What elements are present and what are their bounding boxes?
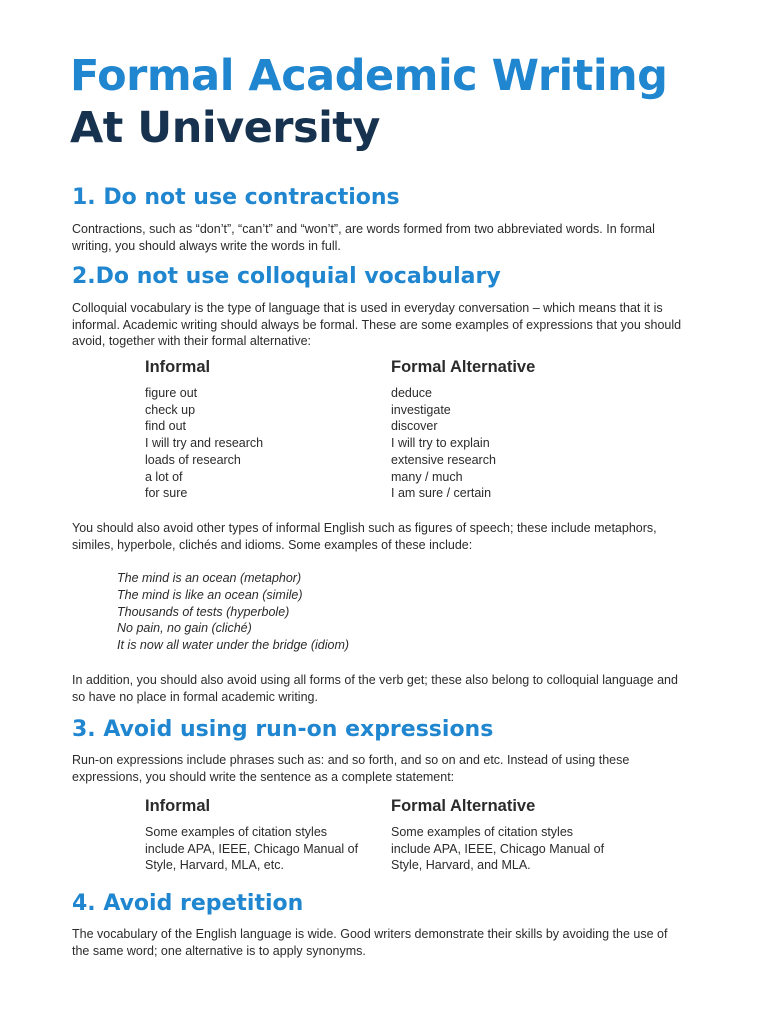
example-item: The mind is an ocean (metaphor)	[117, 571, 302, 585]
section-3-body: Run-on expressions include phrases such as: and so forth, and so on and etc. Instead of using these expressions, you should write the sentence as a complete statement:	[72, 753, 630, 784]
section-4-heading: 4. Avoid repetition	[72, 891, 304, 916]
list-item: for sure	[145, 486, 188, 501]
list-item: extensive research	[391, 452, 496, 467]
section-2-heading: 2.Do not use colloquial vocabulary	[72, 264, 501, 289]
examples-list	[117, 570, 349, 654]
list-item: many / much	[391, 469, 463, 484]
informal-column-header: Informal	[145, 797, 211, 815]
section-1-body: Contractions, such as “don’t”, “can’t” and “won’t”, are words formed from two abbreviated words. In formal writing, you should always write the words in full.	[72, 222, 655, 253]
list-item: find out	[145, 419, 187, 434]
informal-column-header: Informal	[145, 358, 211, 376]
formal-list	[391, 385, 496, 502]
example-item: The mind is like an ocean (simile)	[117, 587, 303, 602]
list-item: discover	[391, 419, 438, 434]
page-title-line1: Formal Academic Writing	[70, 51, 668, 101]
list-item: loads of research	[145, 452, 241, 467]
example-item: No pain, no gain (cliché)	[117, 621, 252, 636]
section-2-body-get: In addition, you should also avoid using all forms of the verb get; these also belong to colloquial language and so have no place in formal academic writing.	[72, 673, 678, 704]
list-item: check up	[145, 402, 196, 417]
list-item: I will try and research	[145, 436, 264, 451]
section-2-body: Colloquial vocabulary is the type of language that is used in everyday conversation – which means that it is informal. Academic writing should always be formal. These are some examples of expressions that you should avoid, together with their formal alternative:	[72, 301, 682, 348]
list-item: a lot of	[145, 469, 183, 484]
page-title-line2: At University	[70, 103, 380, 153]
section-1-heading: 1. Do not use contractions	[72, 185, 400, 210]
section-2-body-figures: You should also avoid other types of informal English such as figures of speech; these include metaphors, similes, hyperbole, clichés and idioms. Some examples of these include:	[72, 521, 657, 552]
formal-column-header: Formal Alternative	[391, 797, 536, 815]
section-3-heading: 3. Avoid using run-on expressions	[72, 717, 494, 742]
example-item: Thousands of tests (hyperbole)	[117, 604, 290, 619]
informal-list	[145, 385, 263, 502]
list-item: figure out	[145, 386, 198, 400]
list-item: I will try to explain	[391, 436, 490, 451]
list-item: I am sure / certain	[391, 486, 492, 501]
list-item: investigate	[391, 402, 451, 417]
section-4-body: The vocabulary of the English language is wide. Good writers demonstrate their skills by avoiding the use of the same word; one alternative is to apply synonyms.	[72, 927, 668, 958]
formal-column-header: Formal Alternative	[391, 358, 536, 376]
list-item: deduce	[391, 386, 433, 400]
formal-example-text: Some examples of citation styles include APA, IEEE, Chicago Manual of Style, Harvard, and MLA.	[391, 825, 605, 872]
informal-example-text: Some examples of citation styles include APA, IEEE, Chicago Manual of Style, Harvard, MLA, etc.	[145, 825, 359, 872]
example-item: It is now all water under the bridge (idiom)	[117, 638, 350, 653]
